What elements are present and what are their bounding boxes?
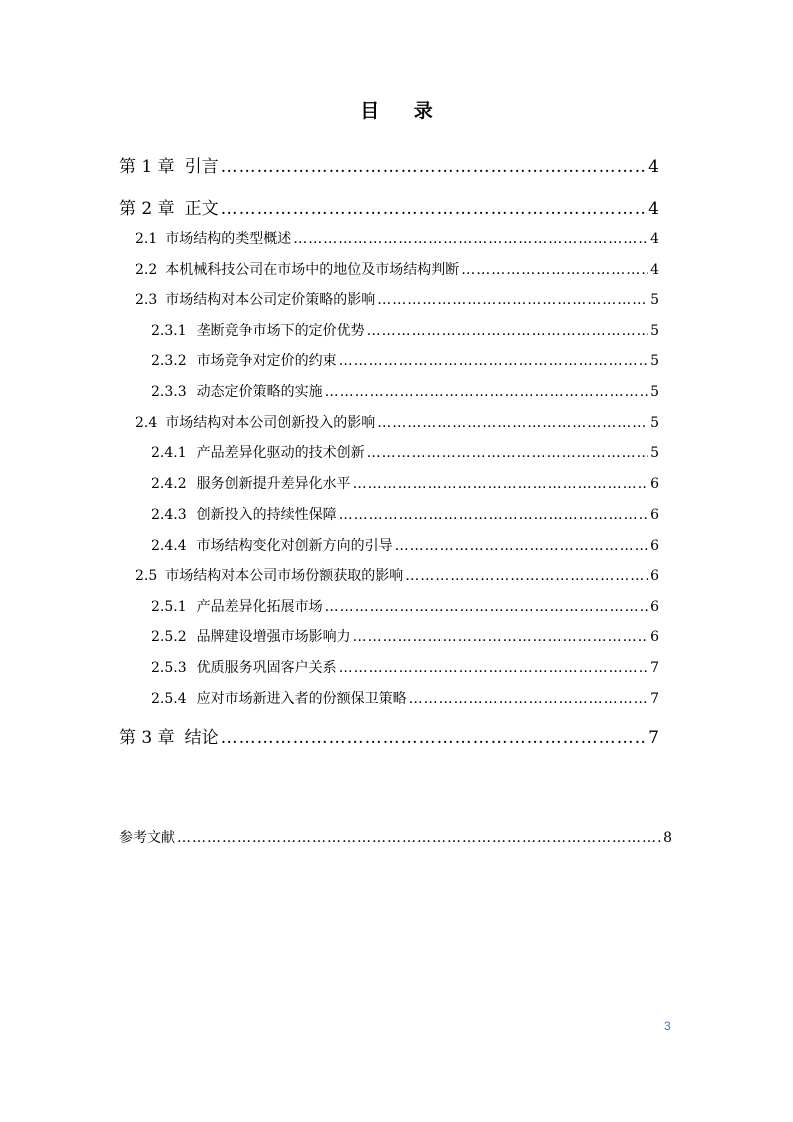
toc-entry-number: 第 2 章: [119, 199, 175, 219]
toc-entry-chapter-1[interactable]: [119, 152, 659, 177]
toc-dot-leader: [405, 568, 648, 584]
toc-entry-chapter-3[interactable]: [119, 723, 659, 748]
toc-dot-leader: [325, 599, 648, 615]
toc-dot-leader: [367, 323, 648, 339]
toc-entry-2-5-3[interactable]: [151, 657, 659, 677]
toc-entry-number: 2.5.2: [151, 629, 187, 645]
toc-dot-leader: [339, 353, 648, 369]
toc-dot-leader: [221, 199, 647, 219]
toc-entry-number: 2.1: [135, 231, 158, 247]
toc-entry-label: 结论: [184, 728, 219, 748]
toc-entry-label: 本机械科技公司在市场中的地位及市场结构判断: [165, 262, 460, 278]
toc-entry-label: 参考文献: [119, 830, 175, 846]
toc-entry-2-3-2[interactable]: [151, 350, 659, 370]
toc-entry-number: 2.3.1: [151, 323, 187, 339]
toc-entry-page: 7: [648, 728, 659, 748]
toc-entry-page: 5: [650, 445, 659, 461]
toc-entry-number: 2.5.3: [151, 660, 187, 676]
toc-entry-page: 6: [650, 476, 659, 492]
page-number: 3: [664, 1019, 671, 1033]
toc-title: 目 录: [360, 100, 447, 122]
toc-entry-2-3-3[interactable]: [151, 381, 659, 401]
toc-entry-label: 垄断竞争市场下的定价优势: [196, 323, 365, 339]
toc-entry-label: 产品差异化拓展市场: [196, 599, 323, 615]
toc-entry-number: 2.3: [135, 292, 158, 308]
toc-entry-number: 2.5.4: [151, 691, 187, 707]
toc-entry-2-2[interactable]: [135, 259, 659, 279]
toc-entry-2-3[interactable]: [135, 289, 659, 309]
toc-entry-label: 应对市场新进入者的份额保卫策略: [196, 691, 407, 707]
toc-dot-leader: [339, 660, 648, 676]
toc-entry-page: 6: [650, 507, 659, 523]
toc-entry-label: 市场竞争对定价的约束: [196, 353, 337, 369]
toc-entry-label: 市场结构对本公司定价策略的影响: [165, 292, 376, 308]
toc-entry-number: 2.4.1: [151, 445, 187, 461]
toc-dot-leader: [395, 538, 648, 554]
toc-entry-references[interactable]: [119, 827, 672, 847]
toc-entry-label: 市场结构对本公司市场份额获取的影响: [165, 568, 404, 584]
toc-entry-page: 4: [650, 231, 659, 247]
toc-entry-page: 4: [650, 262, 659, 278]
toc-entry-label: 引言: [184, 157, 219, 177]
toc-entry-label: 市场结构对本公司创新投入的影响: [165, 415, 376, 431]
toc-entry-number: 2.3.2: [151, 353, 187, 369]
toc-entry-label: 产品差异化驱动的技术创新: [196, 445, 365, 461]
toc-entry-page: 6: [650, 629, 659, 645]
toc-dot-leader: [353, 629, 648, 645]
toc-entry-page: 5: [650, 415, 659, 431]
toc-entry-number: 第 1 章: [119, 157, 175, 177]
toc-entry-page: 7: [650, 660, 659, 676]
toc-dot-leader: [177, 830, 661, 846]
toc-entry-number: 2.5.1: [151, 599, 187, 615]
toc-dot-leader: [221, 157, 647, 177]
toc-entry-label: 品牌建设增强市场影响力: [196, 629, 351, 645]
toc-dot-leader: [339, 507, 648, 523]
toc-entry-number: 2.2: [135, 262, 158, 278]
toc-entry-label: 服务创新提升差异化水平: [196, 476, 351, 492]
toc-entry-number: 2.3.3: [151, 384, 187, 400]
toc-dot-leader: [367, 445, 648, 461]
toc-entry-2-4-1[interactable]: [151, 442, 659, 462]
toc-entry-page: 4: [648, 157, 659, 177]
toc-entry-page: 7: [650, 691, 659, 707]
toc-entry-2-4[interactable]: [135, 412, 659, 432]
toc-entry-2-4-2[interactable]: [151, 473, 659, 493]
toc-entry-page: 4: [648, 199, 659, 219]
toc-entry-chapter-2[interactable]: [119, 194, 659, 219]
toc-dot-leader: [409, 691, 648, 707]
toc-entry-label: 优质服务巩固客户关系: [196, 660, 337, 676]
toc-entry-label: 创新投入的持续性保障: [196, 507, 337, 523]
toc-entry-number: 2.4.2: [151, 476, 187, 492]
toc-dot-leader: [377, 292, 648, 308]
toc-entry-2-5-2[interactable]: [151, 626, 659, 646]
toc-entry-number: 第 3 章: [119, 728, 175, 748]
toc-entry-label: 正文: [184, 199, 219, 219]
toc-entry-number: 2.4.3: [151, 507, 187, 523]
toc-entry-2-3-1[interactable]: [151, 320, 659, 340]
toc-entry-number: 2.5: [135, 568, 158, 584]
toc-entry-2-5[interactable]: [135, 565, 659, 585]
toc-entry-page: 6: [650, 568, 659, 584]
toc-entry-page: 6: [650, 599, 659, 615]
toc-entry-2-5-1[interactable]: [151, 596, 659, 616]
toc-entry-label: 市场结构的类型概述: [165, 231, 292, 247]
toc-dot-leader: [325, 384, 648, 400]
toc-dot-leader: [293, 231, 648, 247]
toc-dot-leader: [221, 728, 647, 748]
toc-entry-page: 5: [650, 384, 659, 400]
toc-entry-2-4-3[interactable]: [151, 504, 659, 524]
toc-dot-leader: [461, 262, 648, 278]
toc-entry-label: 动态定价策略的实施: [196, 384, 323, 400]
toc-entry-page: 5: [650, 292, 659, 308]
toc-entry-number: 2.4: [135, 415, 158, 431]
toc-entry-page: 5: [650, 323, 659, 339]
toc-entry-2-4-4[interactable]: [151, 535, 659, 555]
toc-entry-2-1[interactable]: [135, 228, 659, 248]
toc-entry-label: 市场结构变化对创新方向的引导: [196, 538, 393, 554]
toc-entry-page: 5: [650, 353, 659, 369]
toc-entry-number: 2.4.4: [151, 538, 187, 554]
toc-entry-2-5-4[interactable]: [151, 688, 659, 708]
toc-entry-page: 8: [663, 830, 672, 846]
toc-dot-leader: [377, 415, 648, 431]
toc-entry-page: 6: [650, 538, 659, 554]
toc-dot-leader: [353, 476, 648, 492]
